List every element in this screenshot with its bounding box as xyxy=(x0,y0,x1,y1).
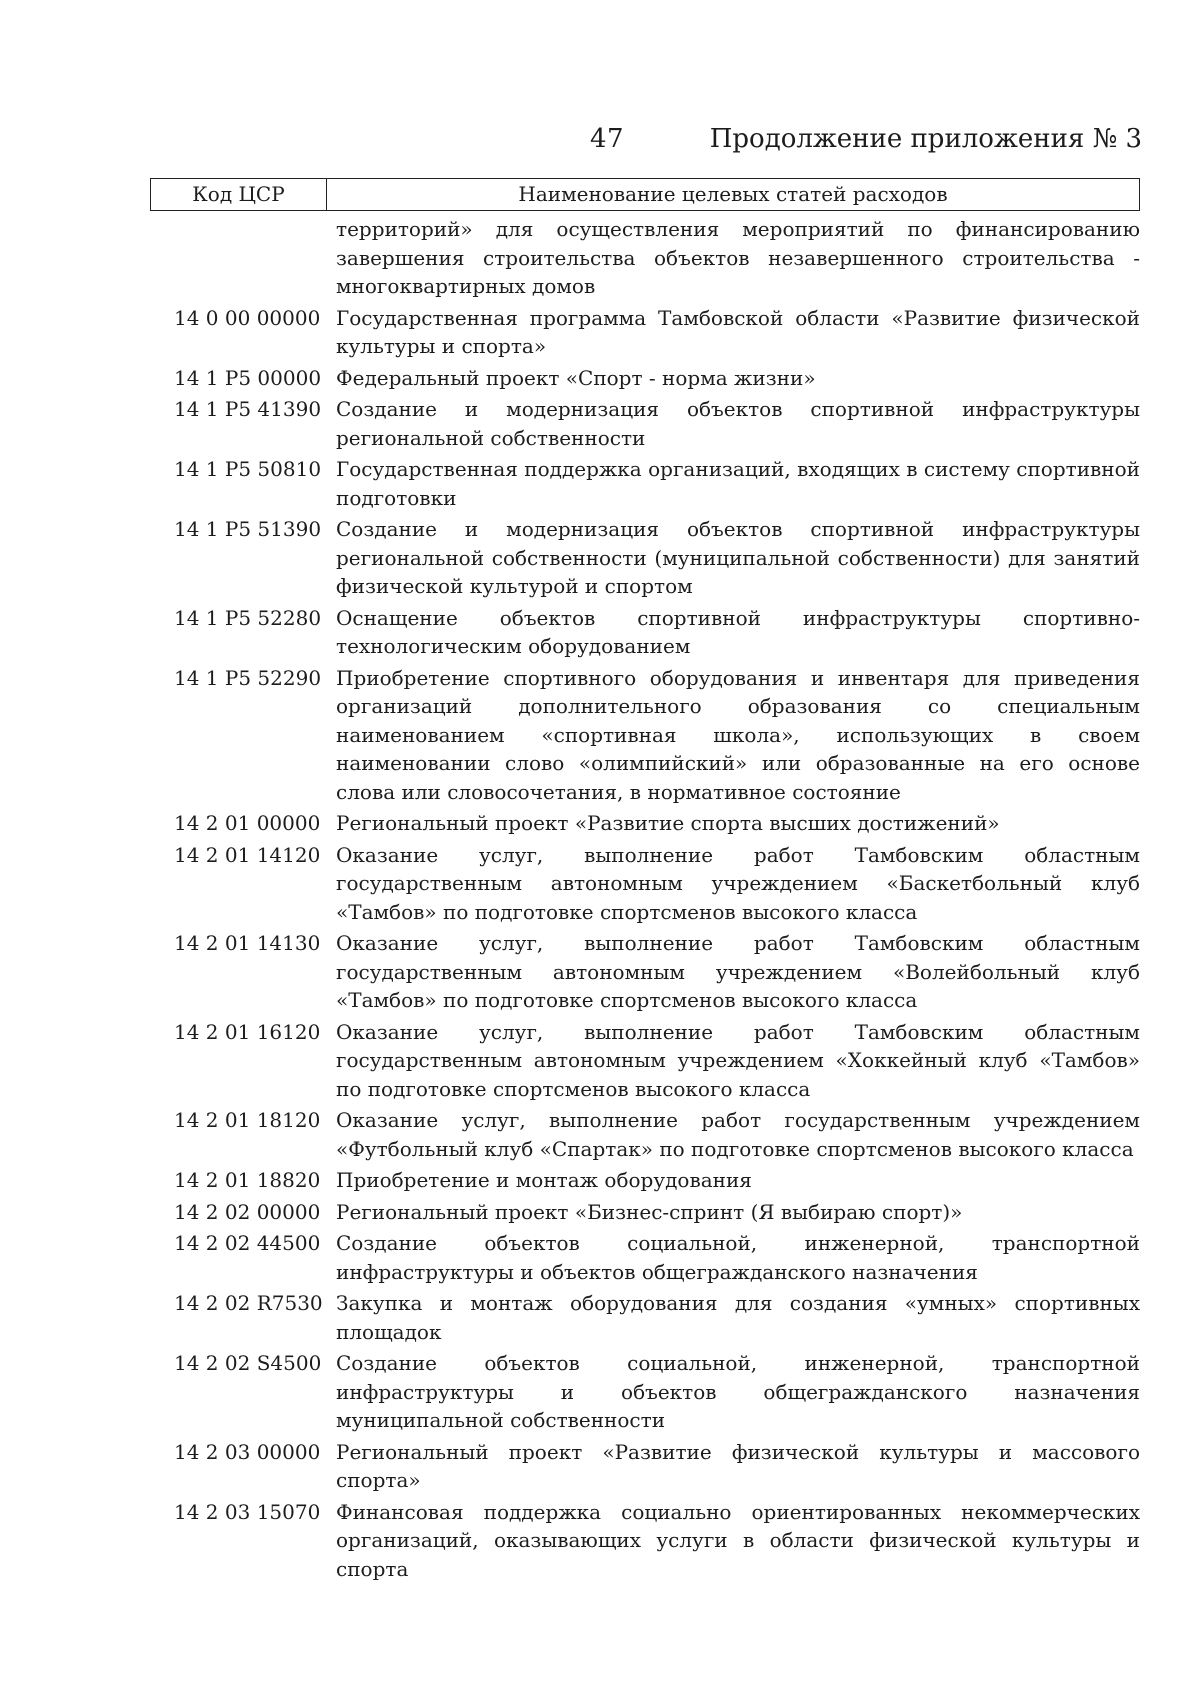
table-row xyxy=(150,364,1140,393)
row-code: 14 2 01 18820 xyxy=(174,1168,321,1192)
row-name: Региональный проект «Бизнес-спринт (Я выбираю спорт)» xyxy=(336,1199,963,1224)
table-row xyxy=(150,515,1140,601)
table-row xyxy=(150,664,1140,807)
row-name: Оказание услуг, выполнение работ Тамбовским областным государственным автономным учреждением «Хоккейный клуб «Тамбов» по подготовке спортсменов высокого класса xyxy=(336,1019,1140,1101)
row-code: 14 1 P5 50810 xyxy=(174,457,322,481)
row-code: 14 2 02 44500 xyxy=(174,1231,321,1255)
table-row xyxy=(150,1289,1140,1346)
row-name: Закупка и монтаж оборудования для создания «умных» спортивных площадок xyxy=(336,1291,1140,1344)
row-code xyxy=(150,215,326,301)
table-row xyxy=(150,215,1140,301)
row-name: Создание объектов социальной, инженерной, транспортной инфраструктуры и объектов общегражданского назначения xyxy=(336,1231,1140,1284)
row-code: 14 1 P5 52280 xyxy=(174,605,322,630)
row-name: Оснащение объектов спортивной инфраструктуры спортивно-технологическим оборудованием xyxy=(336,605,1140,658)
row-name: Оказание услуг, выполнение работ Тамбовским областным государственным автономным учреждением «Волейбольный клуб «Тамбов» по подготовке спортсменов высокого класса xyxy=(336,931,1140,1012)
row-code: 14 2 01 16120 xyxy=(174,1019,321,1044)
row-code: 14 2 02 00000 xyxy=(174,1199,321,1224)
row-name: Приобретение спортивного оборудования и инвентаря для приведения организаций дополнительного образования со специальным наименованием «спортивная школа», использующих в своем наименовании слово «олимпийский» или образованные на его основе слова или словосочетания, в нормативное состояние xyxy=(336,665,1140,804)
row-code: 14 1 P5 41390 xyxy=(174,397,322,421)
table-row xyxy=(150,1198,1140,1227)
column-header-name: Наименование целевых статей расходов xyxy=(518,182,948,206)
row-code: 14 2 01 14120 xyxy=(174,842,321,867)
row-name: Региональный проект «Развитие физической культуры и массового спорта» xyxy=(336,1439,1140,1492)
table-row xyxy=(150,1229,1140,1286)
table-row xyxy=(150,1498,1140,1584)
table-row xyxy=(150,1106,1140,1163)
table-row xyxy=(150,1018,1140,1104)
row-name: Создание и модернизация объектов спортивной инфраструктуры региональной собственности (муниципальной собственности) для занятий физической культурой и спортом xyxy=(336,517,1140,598)
row-name: Федеральный проект «Спорт - норма жизни» xyxy=(336,365,816,390)
row-code: 14 1 P5 51390 xyxy=(174,517,322,541)
row-name: Финансовая поддержка социально ориентированных некоммерческих организаций, оказывающих услуги в области физической культуры и спорта xyxy=(336,1499,1140,1581)
table-row xyxy=(150,395,1140,452)
appendix-title: Продолжение приложения № 3 xyxy=(709,124,1142,154)
table-row xyxy=(150,1349,1140,1435)
row-name: Оказание услуг, выполнение работ государственным учреждением «Футбольный клуб «Спартак» по подготовке спортсменов высокого класса xyxy=(336,1108,1140,1161)
row-name: Оказание услуг, выполнение работ Тамбовским областным государственным автономным учреждением «Баскетбольный клуб «Тамбов» по подготовке спортсменов высокого класса xyxy=(336,842,1140,924)
page-number: 47 xyxy=(590,124,625,154)
row-code: 14 1 P5 00000 xyxy=(174,365,322,390)
table-row xyxy=(150,455,1140,512)
table-header xyxy=(150,178,1140,211)
row-code: 14 2 01 00000 xyxy=(174,811,321,835)
table-body xyxy=(150,215,1140,1586)
table-row xyxy=(150,1438,1140,1495)
row-name: территорий» для осуществления мероприятий по финансированию завершения строительства объектов незавершенного строительства - многоквартирных домов xyxy=(336,217,1140,298)
table-row xyxy=(150,929,1140,1015)
row-code: 14 2 02 R7530 xyxy=(174,1291,323,1315)
row-code: 14 0 00 00000 xyxy=(174,305,321,330)
row-name: Региональный проект «Развитие спорта высших достижений» xyxy=(336,811,1000,835)
row-name: Приобретение и монтаж оборудования xyxy=(336,1168,752,1192)
table-row xyxy=(150,1166,1140,1195)
row-name: Государственная поддержка организаций, входящих в систему спортивной подготовки xyxy=(336,457,1140,510)
row-code: 14 2 02 S4500 xyxy=(174,1351,322,1375)
table-row xyxy=(150,809,1140,838)
row-code: 14 2 03 00000 xyxy=(174,1439,321,1464)
table-row xyxy=(150,604,1140,661)
row-code: 14 2 01 18120 xyxy=(174,1108,321,1132)
table-row xyxy=(150,841,1140,927)
table-row xyxy=(150,304,1140,361)
row-name: Создание объектов социальной, инженерной, транспортной инфраструктуры и объектов общегражданского назначения муниципальной собственности xyxy=(336,1351,1140,1432)
row-code: 14 1 P5 52290 xyxy=(174,665,322,690)
row-name: Государственная программа Тамбовской области «Развитие физической культуры и спорта» xyxy=(336,305,1140,358)
row-name: Создание и модернизация объектов спортивной инфраструктуры региональной собственности xyxy=(336,397,1140,450)
row-code: 14 2 01 14130 xyxy=(174,931,321,955)
column-header-code: Код ЦСР xyxy=(151,179,327,210)
row-code: 14 2 03 15070 xyxy=(174,1499,321,1524)
